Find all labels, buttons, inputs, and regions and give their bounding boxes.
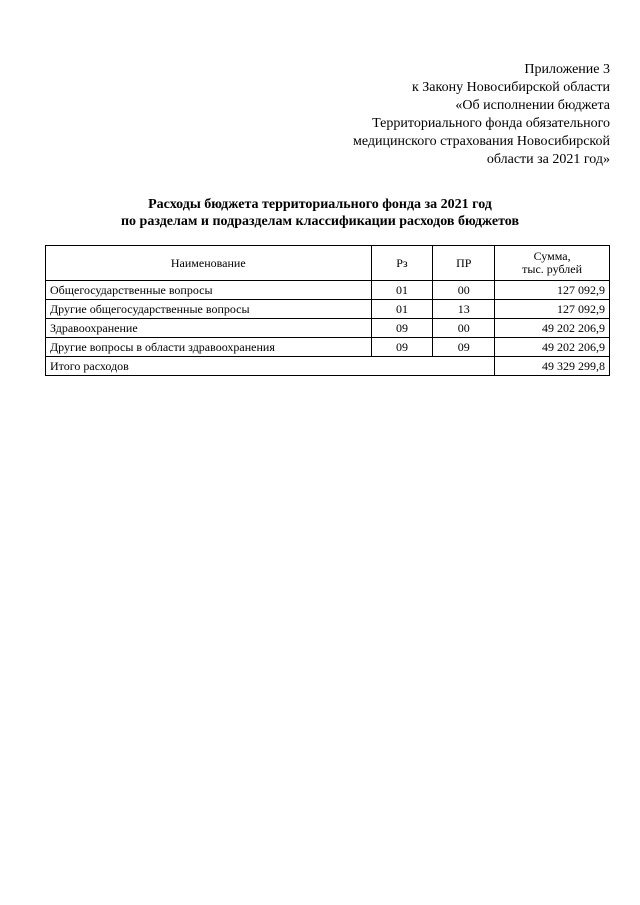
expenses-table [45,245,610,376]
total-sum: 49 329 299,8 [495,357,610,376]
table-row [46,338,610,357]
table-total-row [46,357,610,376]
appendix-line: Территориального фонда обязательного [372,116,610,131]
appendix-line: Приложение 3 [524,62,610,77]
row-name: Другие вопросы в области здравоохранения [46,338,372,357]
row-sum: 127 092,9 [495,281,610,300]
header-pr: ПР [433,246,495,281]
appendix-line: медицинского страхования Новосибирской [352,134,610,149]
appendix-block [353,61,610,169]
header-rz: Рз [371,246,433,281]
appendix-line: области за 2021 год» [486,152,610,167]
row-pr: 13 [433,300,495,319]
table-header-row [46,246,610,281]
header-sum-line-2: тыс. рублей [522,262,583,276]
row-name: Общегосударственные вопросы [46,281,372,300]
row-sum: 49 202 206,9 [495,338,610,357]
row-name: Здравоохранение [46,319,372,338]
total-label: Итого расходов [46,357,495,376]
row-sum: 127 092,9 [495,300,610,319]
row-name: Другие общегосударственные вопросы [46,300,372,319]
row-rz: 09 [371,338,433,357]
appendix-line: к Закону Новосибирской области [411,80,610,95]
table-row [46,300,610,319]
title-line-2: по разделам и подразделам классификации расходов бюджетов [120,214,520,229]
header-name: Наименование [46,246,372,281]
header-sum-line-1: Сумма, [533,249,571,263]
row-pr: 09 [433,338,495,357]
row-sum: 49 202 206,9 [495,319,610,338]
row-rz: 01 [371,281,433,300]
table-row [46,281,610,300]
row-pr: 00 [433,281,495,300]
title-line-1: Расходы бюджета территориального фонда за 2021 год [148,197,492,212]
document-title [0,196,640,230]
row-rz: 01 [371,300,433,319]
row-pr: 00 [433,319,495,338]
appendix-line: «Об исполнении бюджета [455,98,610,113]
table-row [46,319,610,338]
header-sum [495,246,610,281]
row-rz: 09 [371,319,433,338]
